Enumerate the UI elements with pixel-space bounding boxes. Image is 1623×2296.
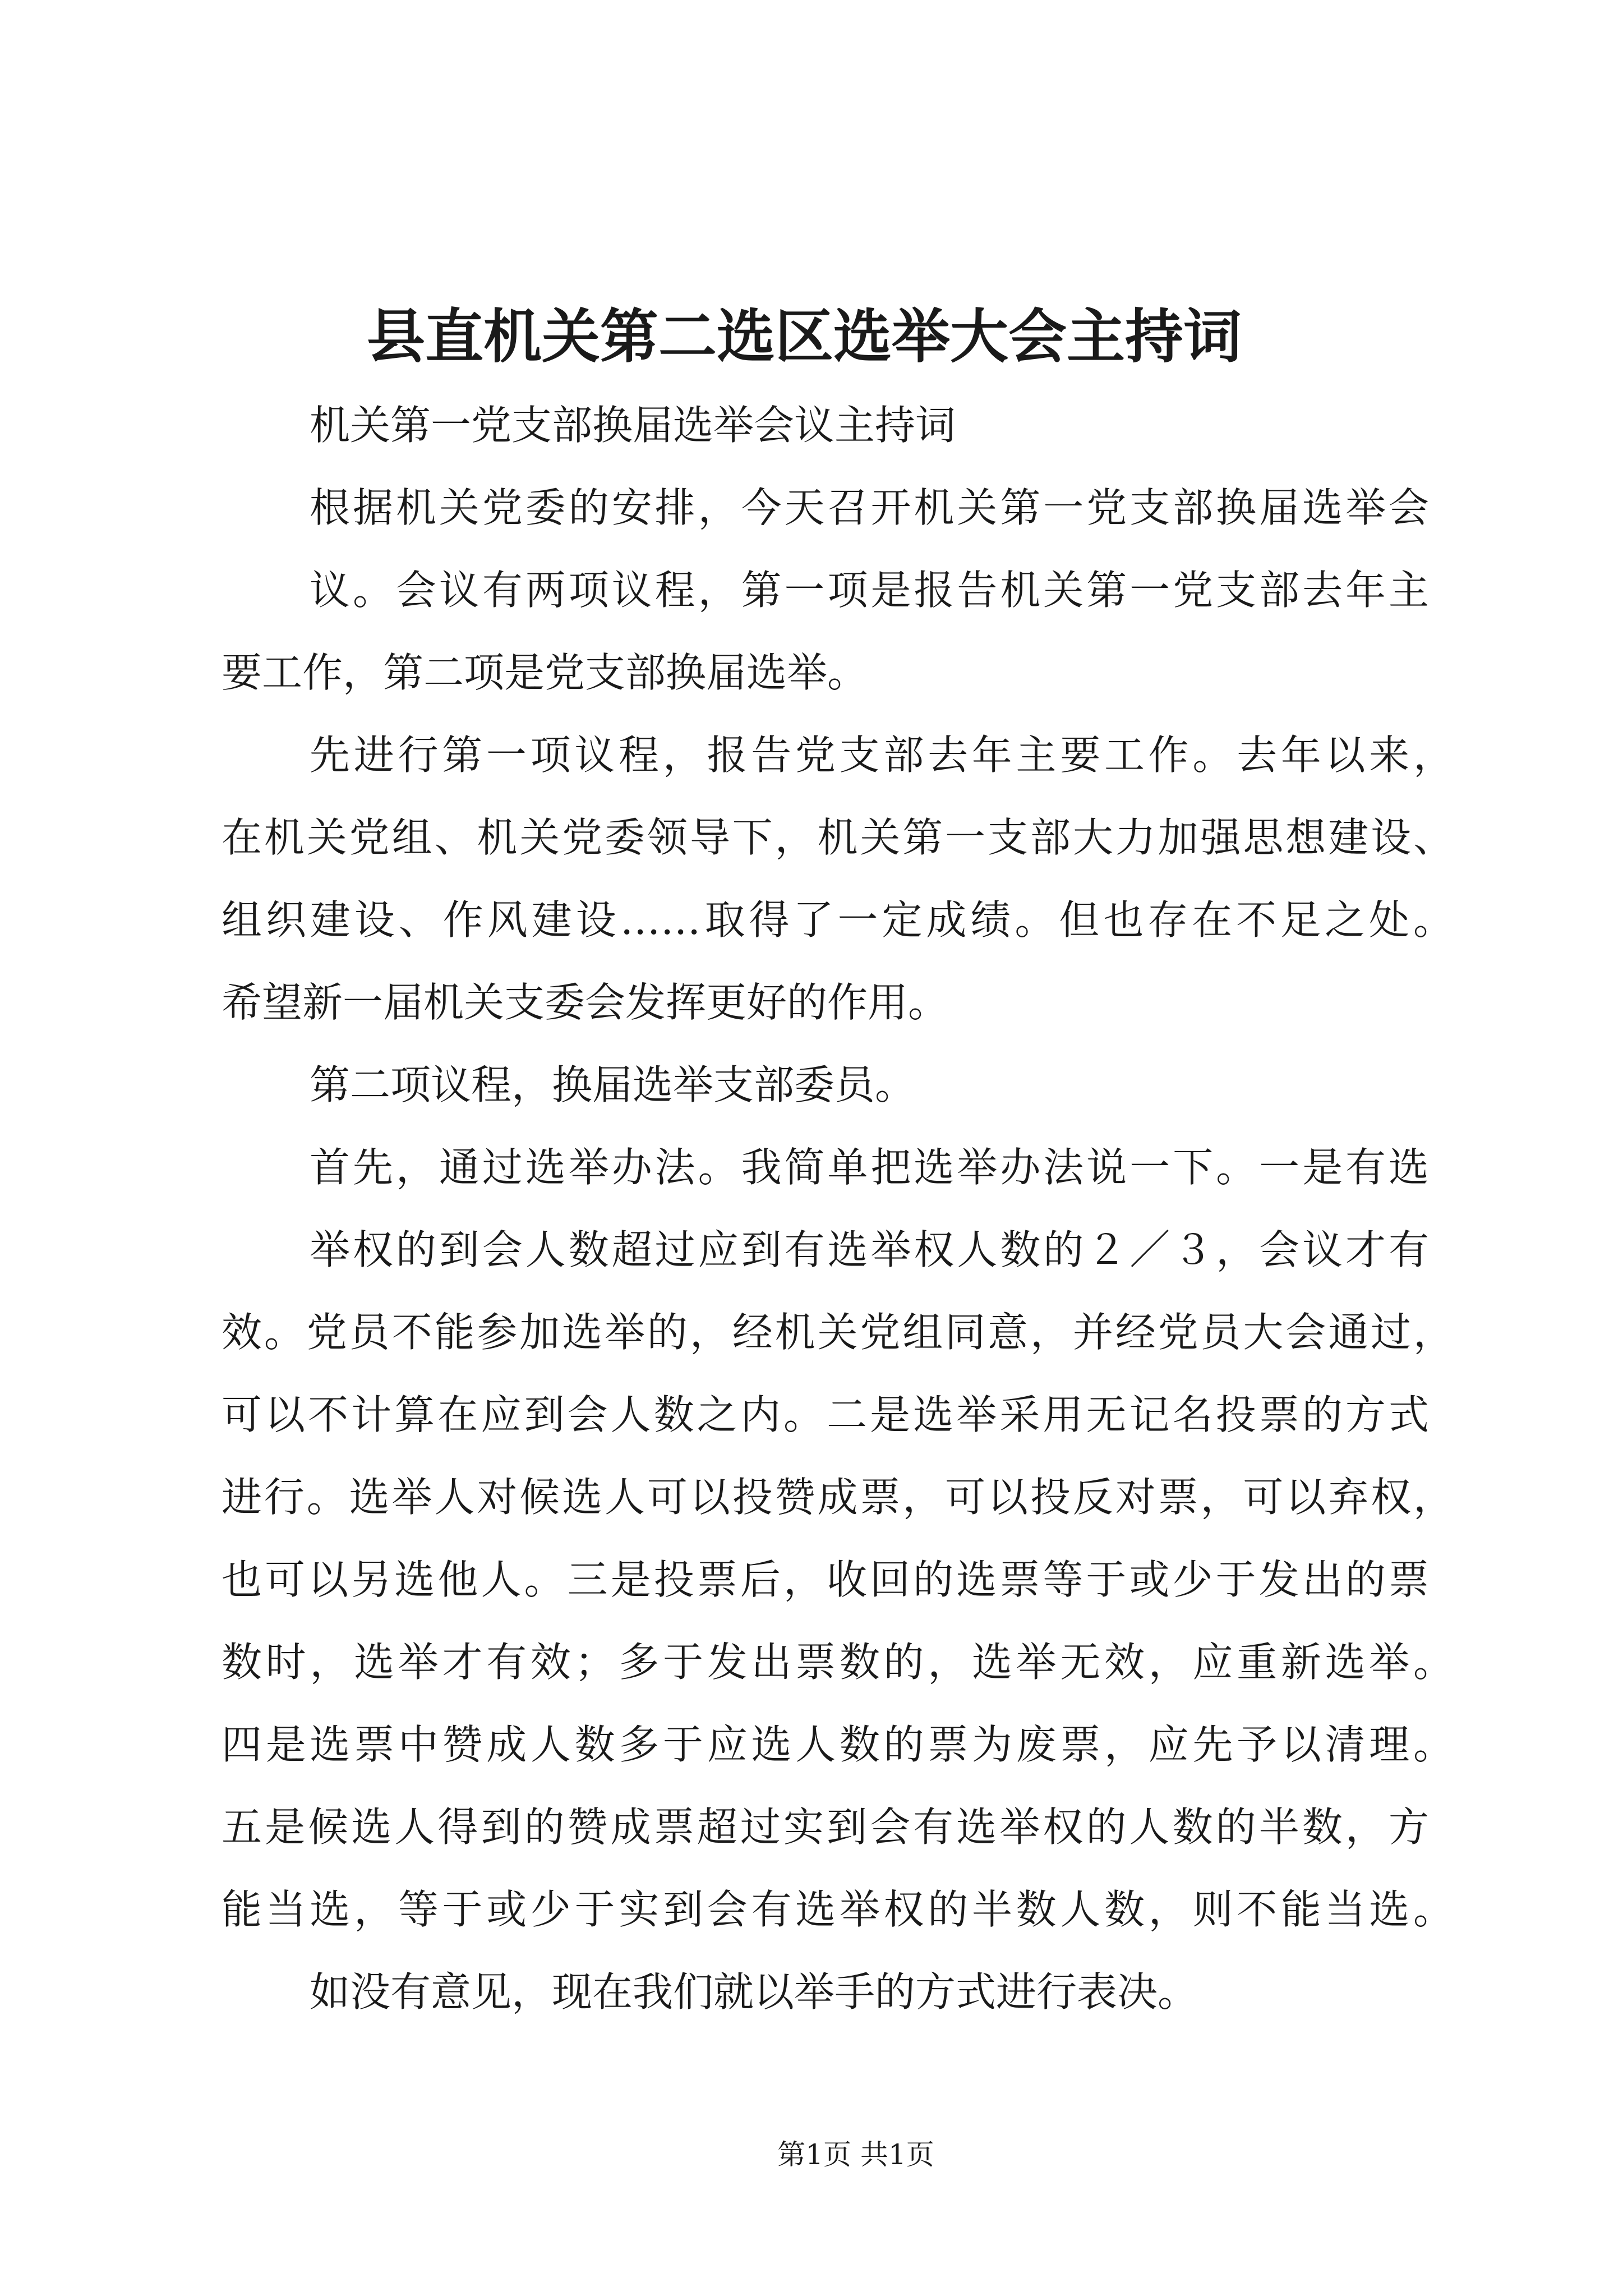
- paragraph-line: 能当选，等于或少于实到会有选举权的半数人数，则不能当选。: [222, 1886, 1454, 1933]
- document-body: [0, 384, 1623, 2033]
- paragraph-line: 举权的到会人数超过应到有选举权人数的２／３，会议才有: [310, 1226, 1429, 1273]
- paragraph-line: 根据机关党委的安排，今天召开机关第一党支部换届选举会: [310, 484, 1429, 531]
- paragraph-line: 也可以另选他人。三是投票后，收回的选票等于或少于发出的票: [222, 1556, 1429, 1603]
- paragraph-line: 可以不计算在应到会人数之内。二是选举采用无记名投票的方式: [222, 1391, 1429, 1438]
- paragraph-line: 议。会议有两项议程，第一项是报告机关第一党支部去年主: [310, 567, 1429, 614]
- paragraph-line: 要工作，第二项是党支部换届选举。: [222, 649, 868, 696]
- paragraph-line: 效。党员不能参加选举的，经机关党组同意，并经党员大会通过，: [222, 1309, 1454, 1356]
- paragraph-line: 先进行第一项议程，报告党支部去年主要工作。去年以来，: [310, 731, 1454, 779]
- paragraph-line: 首先，通过选举办法。我简单把选举办法说一下。一是有选: [310, 1144, 1429, 1191]
- paragraph-line: 如没有意见，现在我们就以举手的方式进行表决。: [310, 1968, 1198, 2016]
- document-title: 县直机关第二选区选举大会主持词: [366, 302, 1242, 371]
- page-footer: 第1页 共1页: [777, 2138, 934, 2171]
- paragraph-line: 在机关党组、机关党委领导下，机关第一支部大力加强思想建设、: [222, 814, 1454, 861]
- paragraph-line: 四是选票中赞成人数多于应选人数的票为废票，应先予以清理。: [222, 1721, 1454, 1768]
- paragraph-line: 进行。选举人对候选人可以投赞成票，可以投反对票，可以弃权，: [222, 1474, 1454, 1521]
- subtitle: 机关第一党支部换届选举会议主持词: [310, 402, 956, 449]
- paragraph-line: 数时，选举才有效；多于发出票数的，选举无效，应重新选举。: [222, 1639, 1454, 1686]
- paragraph-line: 第二项议程，换届选举支部委员。: [310, 1061, 916, 1108]
- paragraph-line: 组织建设、作风建设……取得了一定成绩。但也存在不足之处。: [222, 896, 1454, 944]
- paragraph-line: 希望新一届机关支委会发挥更好的作用。: [222, 979, 949, 1026]
- paragraph-line: 五是候选人得到的赞成票超过实到会有选举权的人数的半数，方: [222, 1803, 1429, 1851]
